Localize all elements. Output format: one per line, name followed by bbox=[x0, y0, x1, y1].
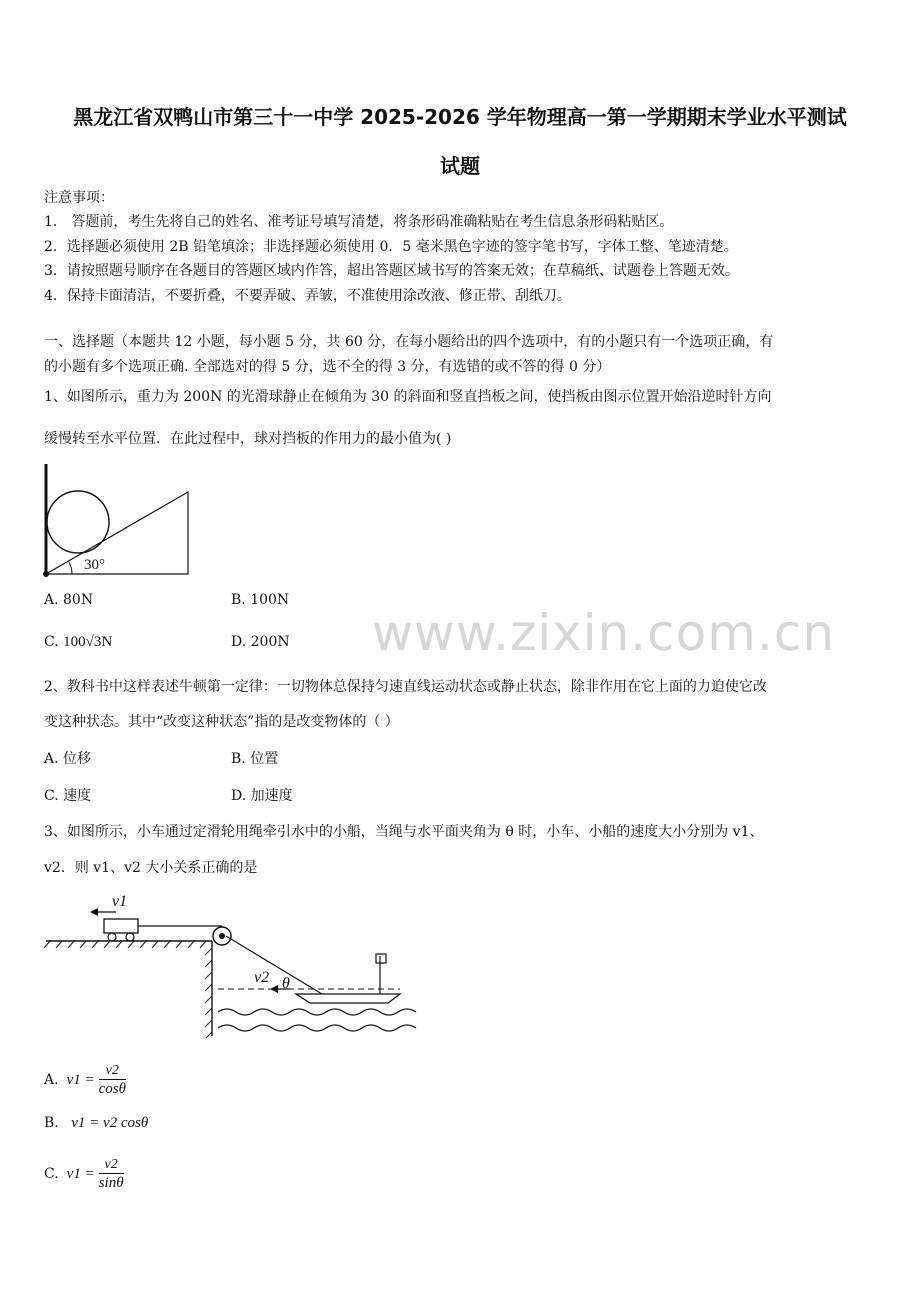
q3-pulley-figure bbox=[40, 886, 420, 1042]
notice-item-4: 4．保持卡面清洁，不要折叠，不要弄破、弄皱，不准使用涂改液、修正带、刮纸刀。 bbox=[44, 288, 571, 304]
theta-label: θ bbox=[282, 975, 290, 992]
cart bbox=[104, 919, 138, 933]
boat bbox=[296, 994, 400, 1003]
section-heading-line2: 的小题有多个选项正确. 全部选对的得 5 分，选不全的得 3 分，有选错的或不答的得 0 分） bbox=[44, 359, 611, 375]
q1-incline-figure bbox=[38, 462, 198, 584]
q1-option-b[interactable]: B. 100N bbox=[231, 592, 290, 608]
q3-option-c[interactable]: C. v1 = $\frac{v2}{\sin\theta}$ bbox=[44, 1156, 124, 1191]
q2-text-line2: 变这种状态。其中“改变这种状态”指的是改变物体的（ ） bbox=[44, 714, 399, 730]
q2-option-d[interactable]: D. 加速度 bbox=[231, 788, 293, 804]
q3-text-line1: 3、如图所示，小车通过定滑轮用绳牵引水中的小船，当绳与水平面夹角为 θ 时，小车、小船的速度大小分别为 v1、 bbox=[44, 824, 764, 840]
notice-item-3: 3．请按照题号顺序在各题目的答题区域内作答，超出答题区域书写的答案无效；在草稿纸、试题卷上答题无效。 bbox=[44, 263, 739, 279]
hinge-point bbox=[43, 571, 49, 577]
exam-title-line2: 试题 bbox=[440, 154, 480, 178]
q2-option-a[interactable]: A. 位移 bbox=[44, 751, 92, 767]
q3-option-b[interactable]: B. v1 = v2 cosθ bbox=[44, 1115, 149, 1131]
q2-option-c[interactable]: C. 速度 bbox=[44, 788, 92, 804]
exam-title-line1: 黑龙江省双鸭山市第三十一中学 2025-2026 学年物理高一第一学期期末学业水平测试 bbox=[73, 105, 847, 129]
rope-slanted bbox=[226, 936, 322, 994]
q1-option-a[interactable]: A. 80N bbox=[44, 592, 94, 608]
q1-option-c-expr: 100√3N bbox=[63, 634, 113, 650]
ball bbox=[47, 491, 109, 553]
q3-option-a[interactable]: A. v1 = $\frac{v2}{\cos\theta}$ bbox=[44, 1062, 126, 1097]
notice-item-2: 2．选择题必须使用 2B 铅笔填涂；非选择题必须使用 0．5 毫米黑色字迹的签字笔书写，字体工整、笔迹清楚。 bbox=[44, 239, 738, 255]
incline-triangle bbox=[46, 492, 188, 574]
section-heading-line1: 一、选择题（本题共 12 小题，每小题 5 分，共 60 分，在每小题给出的四个选项中，有的小题只有一个选项正确，有 bbox=[44, 334, 774, 350]
notice-heading: 注意事项： bbox=[44, 190, 114, 206]
q3-text-line2: v2．则 v1、v2 大小关系正确的是 bbox=[44, 860, 258, 876]
notice-item-1: 1． 答题前，考生先将自己的姓名、准考证号填写清楚，将条形码准确粘贴在考生信息条形码粘贴区。 bbox=[44, 214, 674, 230]
v1-label: v1 bbox=[112, 893, 128, 910]
q1-text-line2: 缓慢转至水平位置．在此过程中，球对挡板的作用力的最小值为( ) bbox=[44, 431, 452, 447]
q1-option-c[interactable]: C. 100√3N bbox=[44, 634, 113, 650]
v2-label: v2 bbox=[254, 969, 270, 986]
watermark: www.zixin.com.cn bbox=[372, 604, 836, 662]
angle-label: 30° bbox=[84, 557, 105, 573]
angle-arc bbox=[69, 562, 72, 574]
q1-text-line1: 1、如图所示，重力为 200N 的光滑球静止在倾角为 30 的斜面和竖直挡板之间，使挡板由图示位置开始沿逆时针方向 bbox=[44, 389, 772, 405]
q2-text-line1: 2、教科书中这样表述牛顿第一定律：一切物体总保持匀速直线运动状态或静止状态，除非作用在它上面的力迫使它改 bbox=[44, 679, 767, 695]
q2-option-b[interactable]: B. 位置 bbox=[231, 751, 279, 767]
q1-option-d[interactable]: D. 200N bbox=[231, 634, 290, 650]
